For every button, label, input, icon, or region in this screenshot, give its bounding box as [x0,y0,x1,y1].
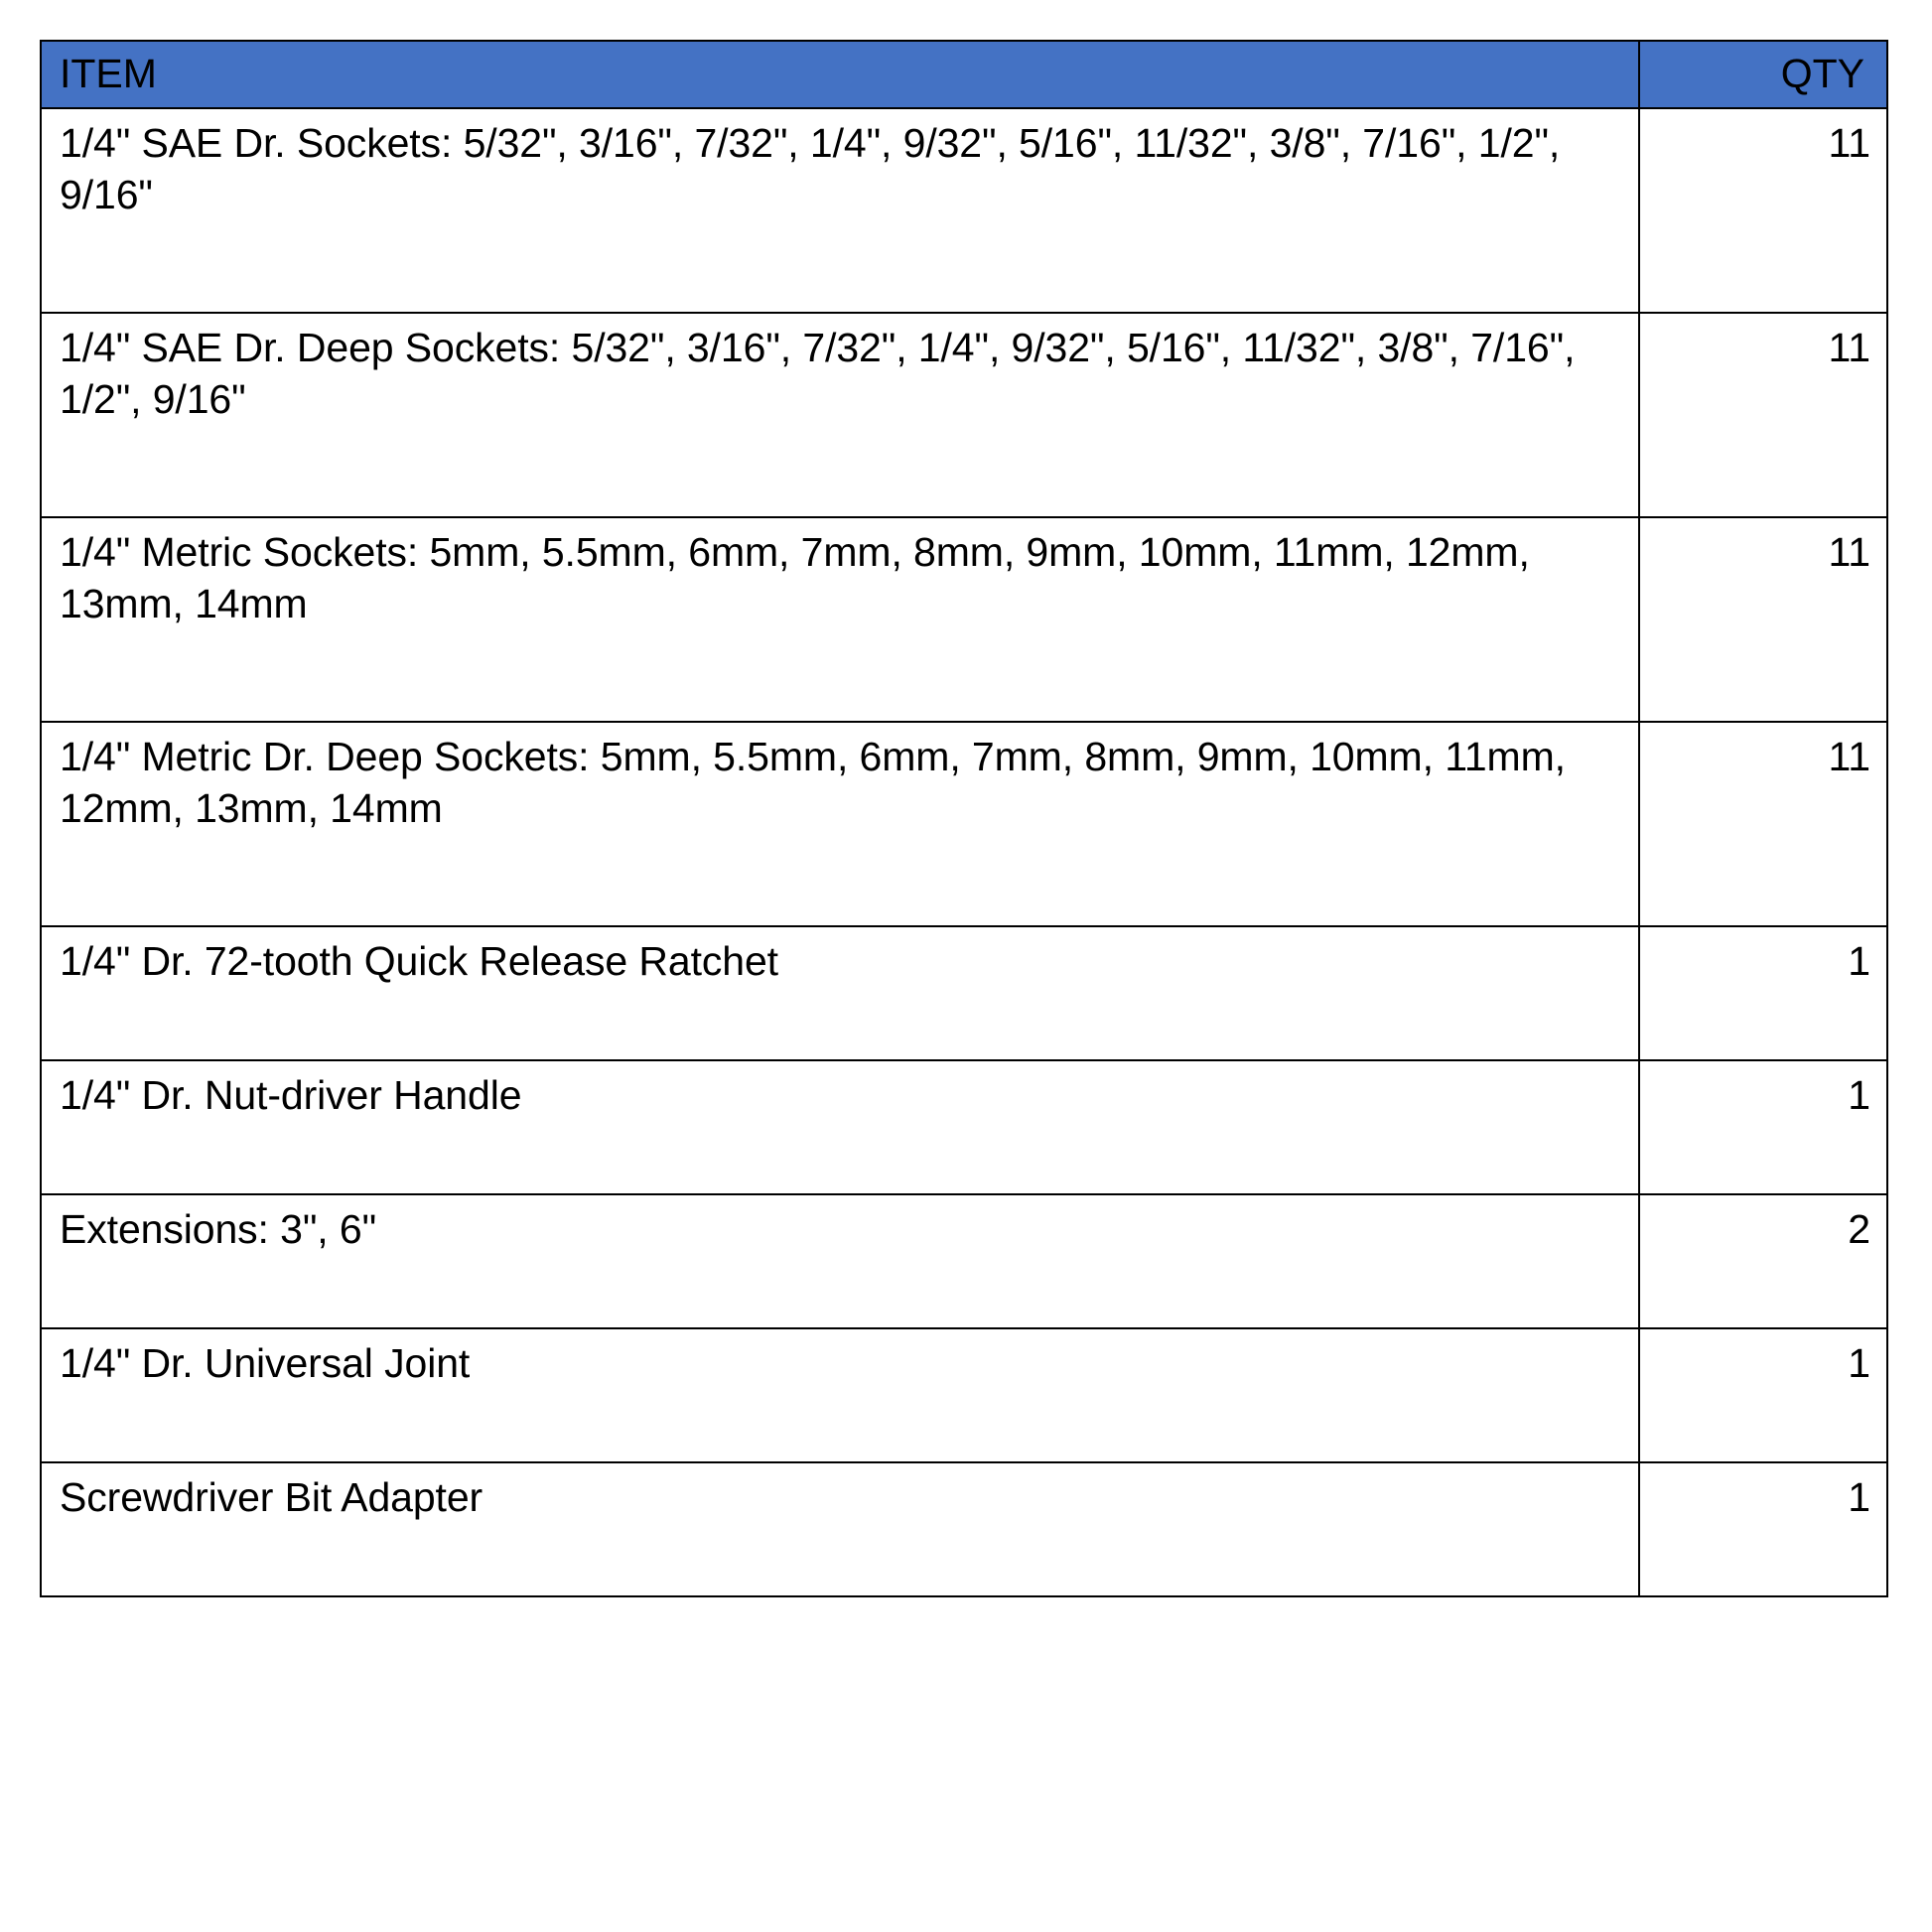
cell-item: 1/4" Dr. 72-tooth Quick Release Ratchet [41,926,1639,1060]
cell-item: 1/4" SAE Dr. Deep Sockets: 5/32", 3/16", 7/32", 1/4", 9/32", 5/16", 11/32", 3/8", 7/16", 1/2", 9/16" [41,313,1639,517]
cell-item: Extensions: 3", 6" [41,1194,1639,1328]
cell-qty: 1 [1639,926,1887,1060]
table-header-row [41,41,1887,108]
cell-qty: 1 [1639,1462,1887,1596]
table-row [41,1194,1887,1328]
cell-qty: 1 [1639,1328,1887,1462]
cell-qty: 11 [1639,108,1887,313]
table-row [41,108,1887,313]
column-header-item: ITEM [41,41,1639,108]
cell-qty: 11 [1639,517,1887,722]
table-row [41,722,1887,926]
table-row [41,926,1887,1060]
cell-qty: 2 [1639,1194,1887,1328]
cell-item: 1/4" Metric Sockets: 5mm, 5.5mm, 6mm, 7mm, 8mm, 9mm, 10mm, 11mm, 12mm, 13mm, 14mm [41,517,1639,722]
table-body [41,108,1887,1596]
cell-item: 1/4" Metric Dr. Deep Sockets: 5mm, 5.5mm, 6mm, 7mm, 8mm, 9mm, 10mm, 11mm, 12mm, 13mm, 14mm [41,722,1639,926]
table-row [41,313,1887,517]
cell-item: Screwdriver Bit Adapter [41,1462,1639,1596]
column-header-qty: QTY [1639,41,1887,108]
cell-qty: 11 [1639,722,1887,926]
table-row [41,1060,1887,1194]
cell-qty: 11 [1639,313,1887,517]
table-row [41,1328,1887,1462]
table-row [41,517,1887,722]
cell-item: 1/4" SAE Dr. Sockets: 5/32", 3/16", 7/32", 1/4", 9/32", 5/16", 11/32", 3/8", 7/16", 1/2", 9/16" [41,108,1639,313]
cell-item: 1/4" Dr. Nut-driver Handle [41,1060,1639,1194]
parts-list-table [40,40,1888,1597]
table-header [41,41,1887,108]
cell-item: 1/4" Dr. Universal Joint [41,1328,1639,1462]
table-row [41,1462,1887,1596]
cell-qty: 1 [1639,1060,1887,1194]
